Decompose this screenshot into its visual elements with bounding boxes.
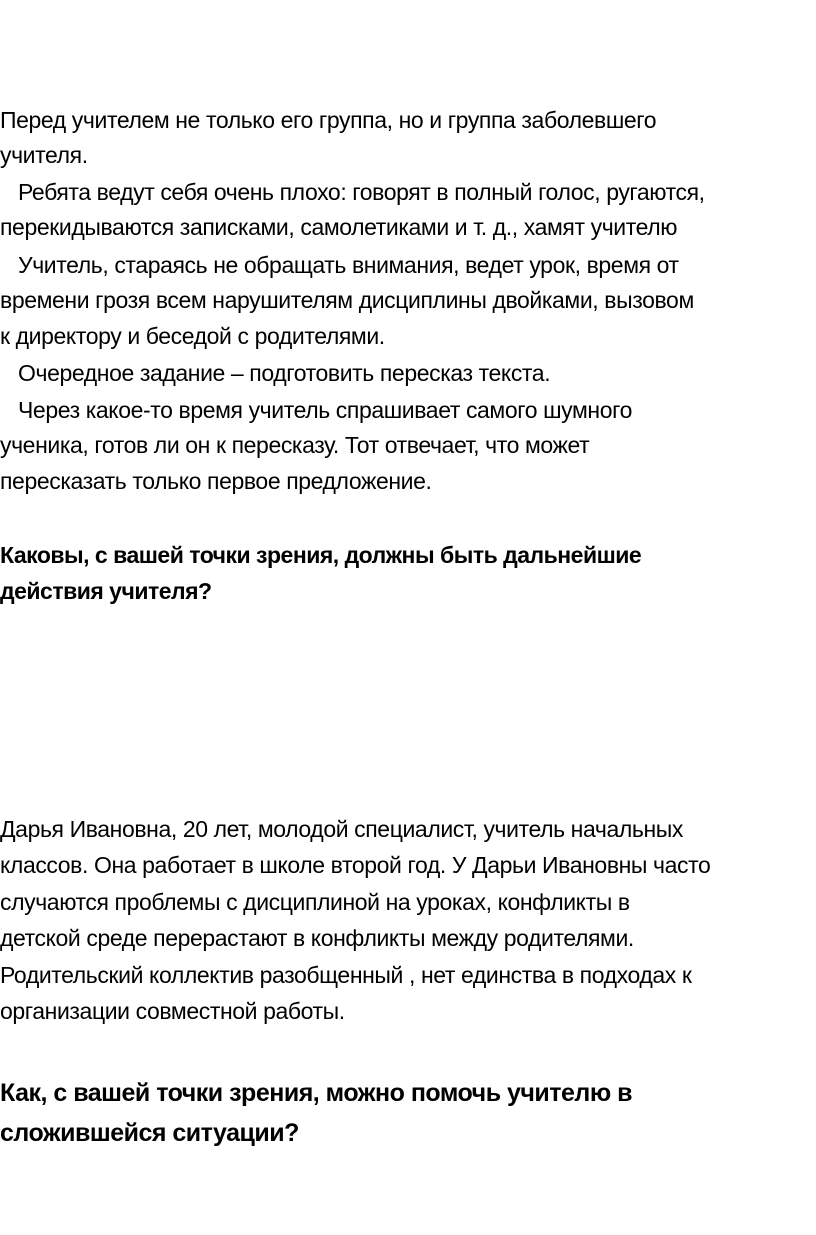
case1-line-2: учителя. (0, 142, 88, 168)
case2-line-6: организации совместной работы. (0, 998, 345, 1024)
case2-line-1: Дарья Ивановна, 20 лет, молодой специалист, учитель начальных (0, 816, 683, 842)
case1-line-6: времени грозя всем нарушителям дисциплины двойками, вызовом (0, 287, 694, 313)
case2-question-line-1: Как, с вашей точки зрения, можно помочь учителю в (0, 1079, 632, 1107)
case1-question-line-1: Каковы, с вашей точки зрения, должны быть дальнейшие (0, 542, 642, 568)
case1-line-9: Через какое-то время учитель спрашивает самого шумного (18, 397, 632, 423)
case2-line-5: Родительский коллектив разобщенный , нет единства в подходах к (0, 962, 692, 988)
case1-line-7: к директору и беседой с родителями. (0, 323, 385, 349)
case1-line-5: Учитель, стараясь не обращать внимания, ведет урок, время от (18, 252, 679, 278)
case1-line-11: пересказать только первое предложение. (0, 468, 432, 494)
case1-line-10: ученика, готов ли он к пересказу. Тот отвечает, что может (0, 432, 590, 458)
case1-question-line-2: действия учителя? (0, 578, 212, 604)
case2-line-4: детской среде перерастают в конфликты между родителями. (0, 925, 634, 951)
case2-question-line-2: сложившейся ситуации? (0, 1119, 299, 1147)
case1-line-3: Ребята ведут себя очень плохо: говорят в полный голос, ругаются, (18, 179, 705, 205)
case2-line-3: случаются проблемы с дисциплиной на уроках, конфликты в (0, 889, 630, 915)
case1-line-8: Очередное задание – подготовить пересказ текста. (18, 360, 551, 386)
case1-line-4: перекидываются записками, самолетиками и т. д., хамят учителю (0, 214, 678, 240)
case1-line-1: Перед учителем не только его группа, но и группа заболевшего (0, 107, 657, 133)
case2-line-2: классов. Она работает в школе второй год. У Дарьи Ивановны часто (0, 852, 711, 878)
